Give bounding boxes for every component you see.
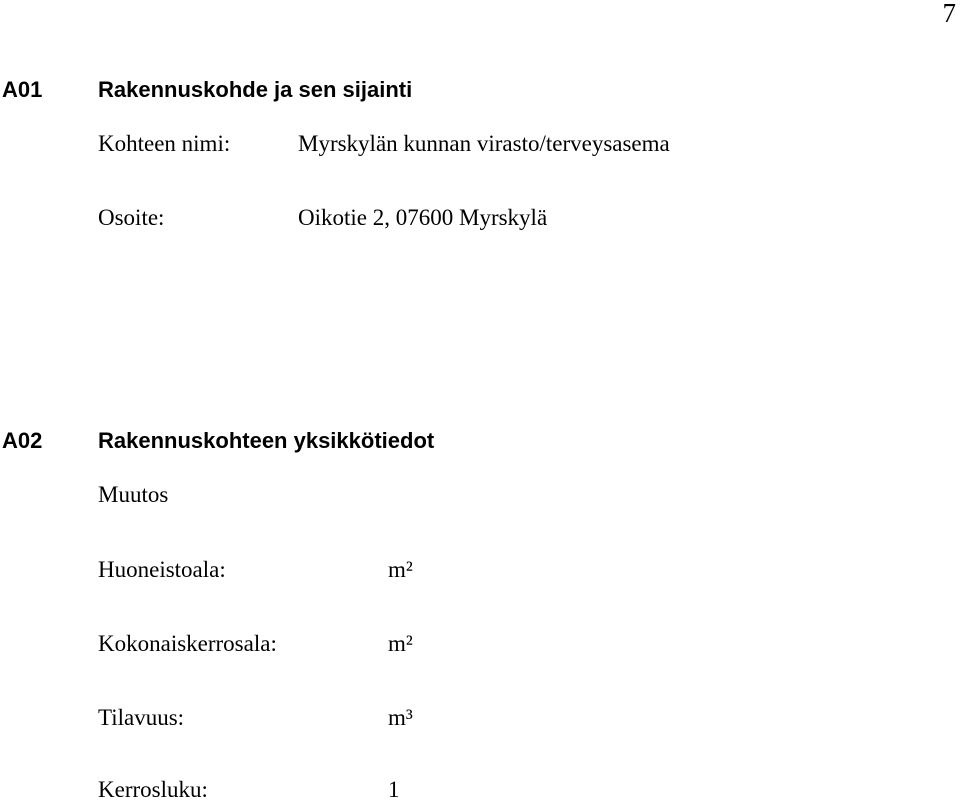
field-label-kohteen-nimi: Kohteen nimi: <box>98 131 231 156</box>
field-value-kerrosluku: 1 <box>388 777 400 802</box>
field-value-huoneistoala: m² <box>388 557 413 582</box>
field-label-osoite: Osoite: <box>98 205 165 230</box>
field-label-kokonaiskerrosala: Kokonaiskerrosala: <box>98 631 277 656</box>
field-label-huoneistoala: Huoneistoala: <box>98 557 226 582</box>
section-subtitle-muutos: Muutos <box>98 482 169 507</box>
section-title-a01: Rakennuskohde ja sen sijainti <box>98 77 413 102</box>
section-title-a02: Rakennuskohteen yksikkötiedot <box>98 428 435 453</box>
page-number: 7 <box>942 0 956 28</box>
field-value-kohteen-nimi: Myrskylän kunnan virasto/terveysasema <box>298 131 670 156</box>
field-label-kerrosluku: Kerrosluku: <box>98 777 208 802</box>
section-code-a01: A01 <box>2 77 43 102</box>
field-label-tilavuus: Tilavuus: <box>98 705 185 730</box>
section-code-a02: A02 <box>2 428 43 453</box>
field-value-kokonaiskerrosala: m² <box>388 631 413 656</box>
field-value-osoite: Oikotie 2, 07600 Myrskylä <box>298 205 548 230</box>
field-value-tilavuus: m³ <box>388 705 413 730</box>
